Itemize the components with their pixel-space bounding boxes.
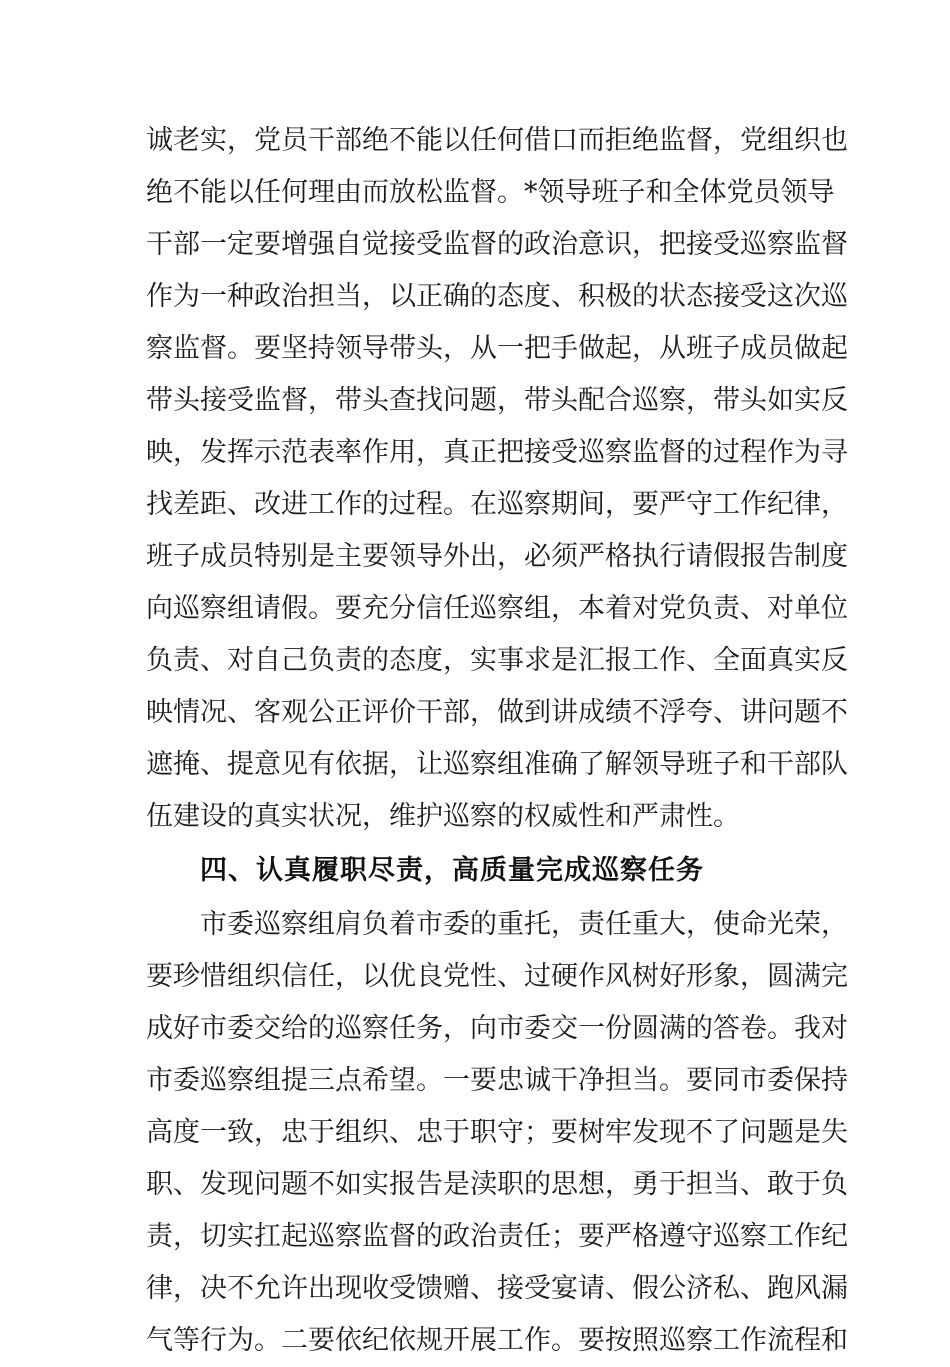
paragraph-line: 映，发挥示范表率作用，真正把接受巡察监督的过程作为寻 (146, 437, 848, 468)
paragraph-line: 责，切实扛起巡察监督的政治责任；要严格遵守巡察工作纪 (146, 1221, 848, 1252)
paragraph-line: 带头接受监督，带头查找问题，带头配合巡察，带头如实反 (146, 385, 848, 416)
paragraph-line: 要珍惜组织信任，以优良党性、过硬作风树好形象，圆满完 (146, 961, 848, 992)
section-heading: 四、认真履职尽责，高质量完成巡察任务 (200, 855, 704, 886)
paragraph-line: 市委巡察组提三点希望。一要忠诚干净担当。要同市委保持 (146, 1065, 848, 1096)
paragraph-line: 伍建设的真实状况，维护巡察的权威性和严肃性。 (146, 801, 740, 832)
paragraph-line: 律，决不允许出现收受馈赠、接受宴请、假公济私、跑风漏 (146, 1273, 848, 1304)
paragraph-line: 向巡察组请假。要充分信任巡察组，本着对党负责、对单位 (146, 593, 848, 624)
paragraph-line: 映情况、客观公正评价干部，做到讲成绩不浮夸、讲问题不 (146, 697, 848, 728)
paragraph-line: 市委巡察组肩负着市委的重托，责任重大，使命光荣， (200, 909, 848, 940)
paragraph-line: 遮掩、提意见有依据，让巡察组准确了解领导班子和干部队 (146, 749, 848, 780)
paragraph-line: 气等行为。二要依纪依规开展工作。要按照巡察工作流程和 (146, 1325, 848, 1356)
paragraph-line: 诚老实，党员干部绝不能以任何借口而拒绝监督，党组织也 (146, 125, 848, 156)
paragraph-line: 干部一定要增强自觉接受监督的政治意识，把接受巡察监督 (146, 229, 848, 260)
paragraph-line: 察监督。要坚持领导带头，从一把手做起，从班子成员做起 (146, 333, 848, 364)
paragraph-line: 高度一致，忠于组织、忠于职守；要树牢发现不了问题是失 (146, 1117, 848, 1148)
paragraph-line: 作为一种政治担当，以正确的态度、积极的状态接受这次巡 (146, 281, 848, 312)
paragraph-line: 成好市委交给的巡察任务，向市委交一份圆满的答卷。我对 (146, 1013, 848, 1044)
paragraph-line: 班子成员特别是主要领导外出，必须严格执行请假报告制度 (146, 541, 848, 572)
paragraph-line: 职、发现问题不如实报告是渎职的思想，勇于担当、敢于负 (146, 1169, 848, 1200)
paragraph-line: 绝不能以任何理由而放松监督。*领导班子和全体党员领导 (146, 177, 835, 208)
paragraph-line: 找差距、改进工作的过程。在巡察期间，要严守工作纪律， (146, 489, 848, 520)
paragraph-line: 负责、对自己负责的态度，实事求是汇报工作、全面真实反 (146, 645, 848, 676)
